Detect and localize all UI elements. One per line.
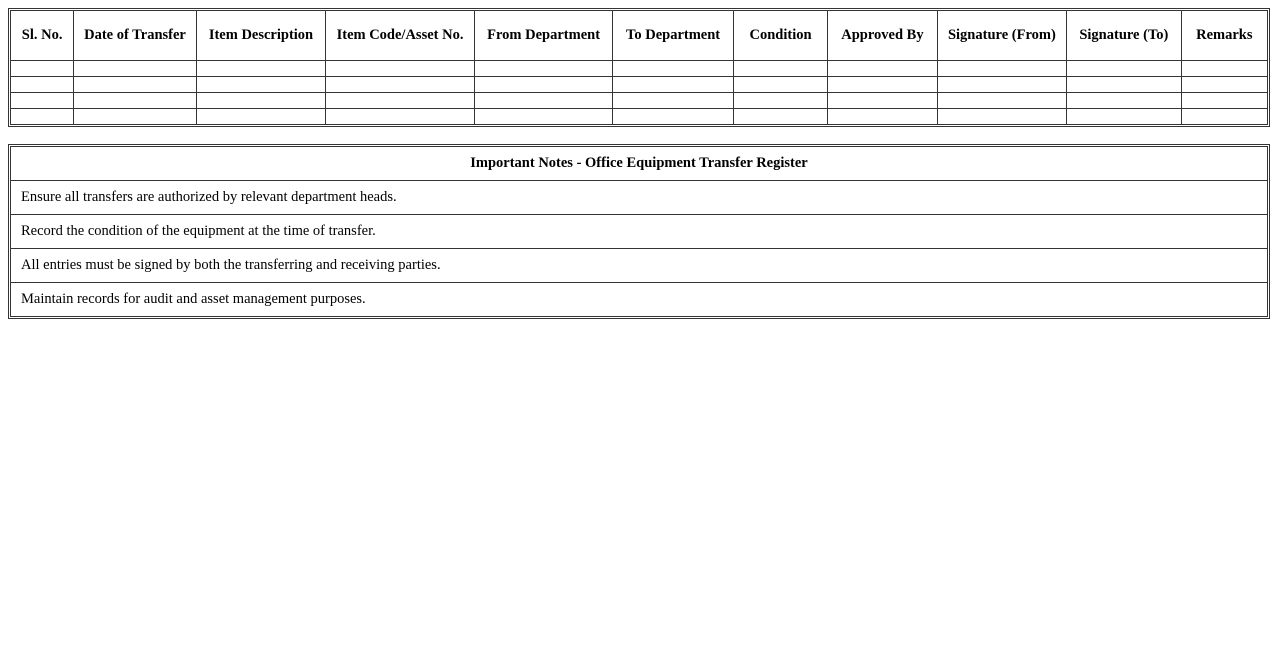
empty-cell xyxy=(733,61,827,77)
empty-cell xyxy=(74,93,196,109)
col-header-item-code-asset-no: Item Code/Asset No. xyxy=(326,11,475,61)
col-header-condition: Condition xyxy=(733,11,827,61)
col-header-sl-no: Sl. No. xyxy=(11,11,74,61)
empty-cell xyxy=(1067,77,1181,93)
page xyxy=(0,8,1278,658)
empty-cell xyxy=(1067,93,1181,109)
note-row xyxy=(11,283,1268,317)
empty-cell xyxy=(1181,93,1267,109)
empty-cell xyxy=(937,109,1067,125)
col-header-signature-to: Signature (To) xyxy=(1067,11,1181,61)
empty-cell xyxy=(11,109,74,125)
empty-cell xyxy=(613,77,733,93)
note-row xyxy=(11,249,1268,283)
register-empty-row xyxy=(11,109,1268,125)
empty-cell xyxy=(11,77,74,93)
note-item: All entries must be signed by both the transferring and receiving parties. xyxy=(11,249,1268,283)
important-notes-table xyxy=(8,144,1270,319)
empty-cell xyxy=(74,61,196,77)
empty-cell xyxy=(74,109,196,125)
empty-cell xyxy=(326,77,475,93)
empty-cell xyxy=(474,77,613,93)
empty-cell xyxy=(937,77,1067,93)
empty-cell xyxy=(196,109,326,125)
empty-cell xyxy=(613,93,733,109)
empty-cell xyxy=(11,93,74,109)
empty-cell xyxy=(1181,61,1267,77)
col-header-remarks: Remarks xyxy=(1181,11,1267,61)
note-item: Ensure all transfers are authorized by relevant department heads. xyxy=(11,181,1268,215)
empty-cell xyxy=(828,77,937,93)
col-header-to-department: To Department xyxy=(613,11,733,61)
col-header-signature-from: Signature (From) xyxy=(937,11,1067,61)
empty-cell xyxy=(326,61,475,77)
empty-cell xyxy=(937,61,1067,77)
empty-cell xyxy=(828,61,937,77)
note-row xyxy=(11,215,1268,249)
col-header-item-description: Item Description xyxy=(196,11,326,61)
register-header-row xyxy=(11,11,1268,61)
note-item: Record the condition of the equipment at the time of transfer. xyxy=(11,215,1268,249)
equipment-transfer-register-table xyxy=(8,8,1270,127)
empty-cell xyxy=(74,77,196,93)
empty-cell xyxy=(828,109,937,125)
note-row xyxy=(11,181,1268,215)
col-header-from-department: From Department xyxy=(474,11,613,61)
empty-cell xyxy=(613,61,733,77)
notes-title: Important Notes - Office Equipment Transfer Register xyxy=(11,147,1268,181)
empty-cell xyxy=(1181,77,1267,93)
note-item: Maintain records for audit and asset management purposes. xyxy=(11,283,1268,317)
empty-cell xyxy=(196,93,326,109)
empty-cell xyxy=(733,109,827,125)
empty-cell xyxy=(196,77,326,93)
notes-title-row xyxy=(11,147,1268,181)
empty-cell xyxy=(1181,109,1267,125)
empty-cell xyxy=(474,93,613,109)
col-header-date-of-transfer: Date of Transfer xyxy=(74,11,196,61)
register-table xyxy=(10,10,1268,125)
empty-cell xyxy=(733,93,827,109)
empty-cell xyxy=(474,109,613,125)
notes-table xyxy=(10,146,1268,317)
empty-cell xyxy=(733,77,827,93)
empty-cell xyxy=(1067,61,1181,77)
empty-cell xyxy=(326,109,475,125)
register-empty-row xyxy=(11,93,1268,109)
register-empty-row xyxy=(11,61,1268,77)
empty-cell xyxy=(11,61,74,77)
empty-cell xyxy=(196,61,326,77)
col-header-approved-by: Approved By xyxy=(828,11,937,61)
empty-cell xyxy=(613,109,733,125)
empty-cell xyxy=(828,93,937,109)
empty-cell xyxy=(1067,109,1181,125)
empty-cell xyxy=(326,93,475,109)
empty-cell xyxy=(474,61,613,77)
register-empty-row xyxy=(11,77,1268,93)
empty-cell xyxy=(937,93,1067,109)
